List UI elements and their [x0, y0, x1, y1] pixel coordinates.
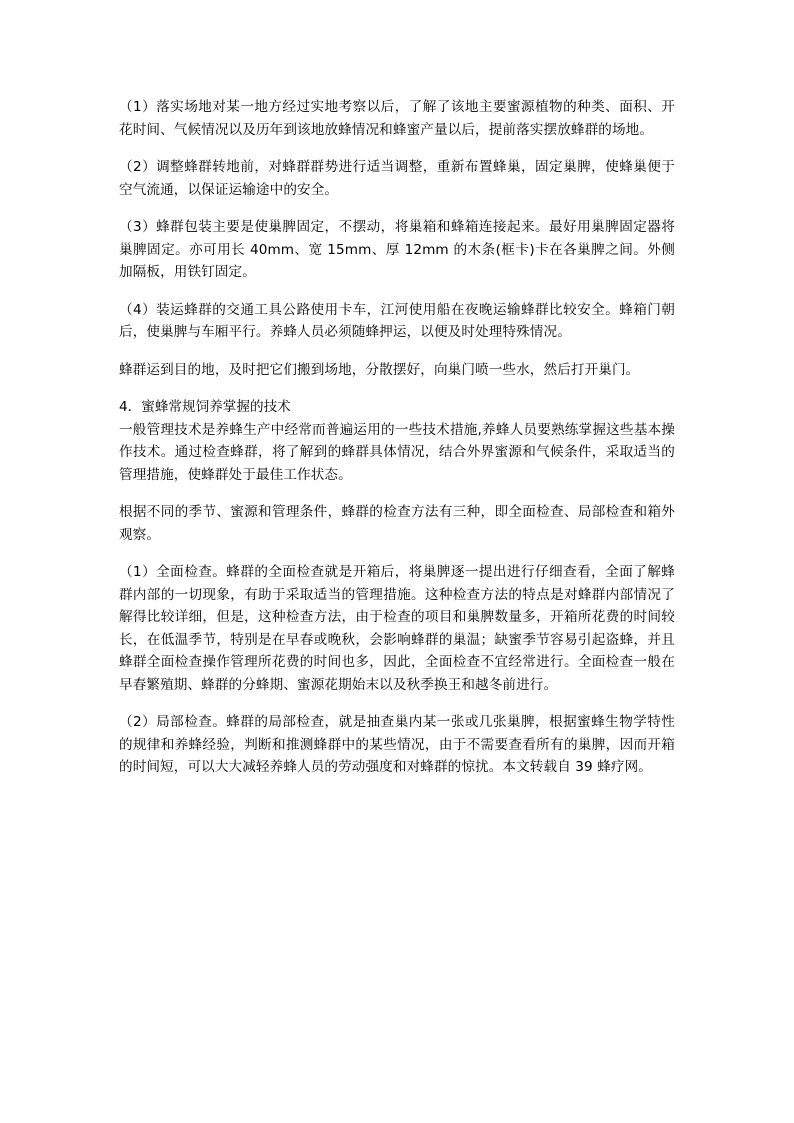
document-body: [119, 96, 675, 779]
paragraph-colony-adjustment: （2）调整蜂群转地前，对蜂群群势进行适当调整，重新布置蜂巢，固定巢脾，使蜂巢便于空气流通，以保证运输途中的安全。: [119, 159, 675, 198]
paragraph-general-management: 一般管理技术是养蜂生产中经常而普遍运用的一些技术措施,养蜂人员要熟练掌握这些基本操作技术。通过检查蜂群，将了解到的蜂群具体情况，结合外界蜜源和气候条件，采取适当的管理措施，使蜂群处于最佳工作状态。: [119, 421, 675, 483]
paragraph-partial-inspection: （2）局部检查。蜂群的局部检查，就是抽查巢内某一张或几张巢脾，根据蜜蜂生物学特性的规律和养蜂经验，判断和推测蜂群中的某些情况，由于不需要查看所有的巢脾，因而开箱的时间短，可以大大减轻养蜂人员的劳动强度和对蜂群的惊扰。本文转载自 39 蜂疗网。: [119, 714, 675, 775]
paragraph-full-inspection: （1）全面检查。蜂群的全面检查就是开箱后，将巢脾逐一提出进行仔细查看，全面了解蜂群内部的一切现象，有助于采取适当的管理措施。这种检查方法的特点是对蜂群内部情况了解得比较详细，但是，这种检查方法，由于检查的项目和巢脾数量多，开箱所花费的时间较长，在低温季节，特别是在早春或晚秋，会影响蜂群的巢温；缺蜜季节容易引起盗蜂，并且蜂群全面检查操作管理所花费的时间也多，因此，全面检查不宜经常进行。全面检查一般在早春繁殖期、蜂群的分蜂期、蜜源花期始末以及秋季换王和越冬前进行。: [119, 564, 675, 693]
paragraph-arrival: 蜂群运到目的地，及时把它们搬到场地，分散摆好，向巢门喷一些水，然后打开巢门。: [119, 361, 640, 378]
section-heading: 4．蜜蜂常规饲养掌握的技术: [119, 399, 291, 415]
paragraph-colony-packing: （3）蜂群包装主要是使巢脾固定，不摆动，将巢箱和蜂箱连接起来。最好用巢脾固定器将巢脾固定。亦可用长 40mm、宽 15mm、厚 12mm 的木条(框卡)卡在各巢脾之间。外侧加隔板，用铁钉固定。: [119, 219, 675, 280]
paragraph-inspection-methods: 根据不同的季节、蜜源和管理条件，蜂群的检查方法有三种，即全面检查、局部检查和箱外观察。: [119, 504, 675, 543]
paragraph-transport: （4）装运蜂群的交通工具公路使用卡车，江河使用船在夜晚运输蜂群比较安全。蜂箱门朝后，使巢脾与车厢平行。养蜂人员必须随蜂押运，以便及时处理特殊情况。: [119, 301, 675, 340]
paragraph-site-preparation: （1）落实场地对某一地方经过实地考察以后，了解了该地主要蜜源植物的种类、面积、开花时间、气候情况以及历年到该地放蜂情况和蜂蜜产量以后，提前落实摆放蜂群的场地。: [119, 99, 675, 138]
